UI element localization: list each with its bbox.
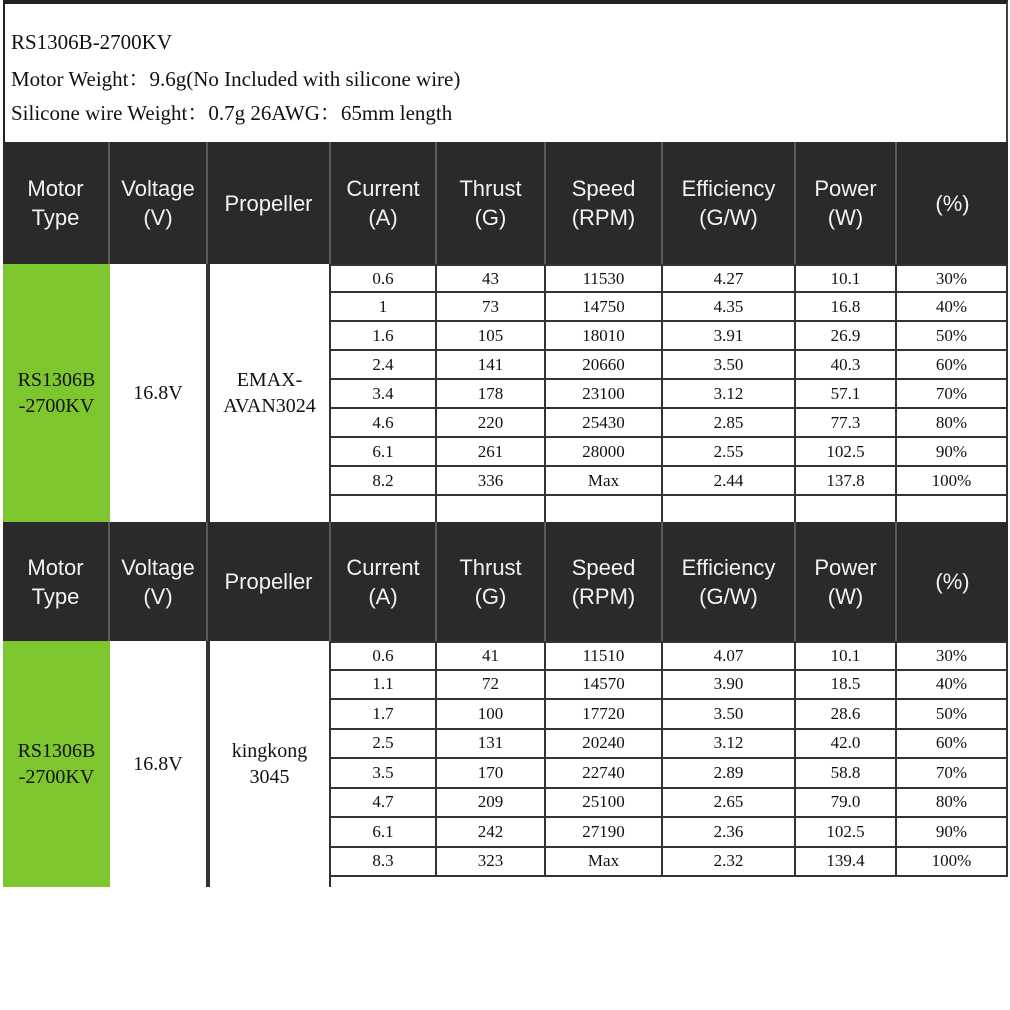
power-cell: 139.4 [796, 848, 897, 876]
efficiency-cell: 3.12 [663, 730, 796, 758]
table-row [331, 641, 1008, 671]
thrust-cell: 105 [437, 322, 546, 349]
table-row [331, 700, 1008, 730]
motor-type-label: RS1306B -2700KV [17, 369, 96, 417]
percent-cell: 100% [897, 848, 1008, 876]
current-cell: 2.4 [331, 351, 437, 378]
propeller-cell [208, 264, 331, 522]
power-cell: 102.5 [796, 438, 897, 465]
current-cell: 1.1 [331, 671, 437, 699]
thrust-cell: 170 [437, 759, 546, 787]
table-row [331, 759, 1008, 789]
voltage-label: 16.8V [133, 382, 183, 404]
speed-cell: 14750 [546, 293, 663, 320]
percent-cell: 30% [897, 643, 1008, 669]
header-speed: Speed (RPM) [546, 522, 663, 641]
power-cell: 79.0 [796, 789, 897, 817]
table-header [3, 142, 1008, 264]
header-percent: (%) [935, 569, 970, 594]
table-header [3, 522, 1008, 641]
empty-row [331, 496, 1008, 522]
percent-cell: 70% [897, 759, 1008, 787]
percent-cell: 70% [897, 380, 1008, 407]
percent-cell: 40% [897, 671, 1008, 699]
current-cell: 4.6 [331, 409, 437, 436]
power-cell: 10.1 [796, 643, 897, 669]
thrust-cell: 72 [437, 671, 546, 699]
percent-cell: 80% [897, 789, 1008, 817]
efficiency-cell: 4.35 [663, 293, 796, 320]
header-motor-type: Motor Type [3, 142, 110, 264]
efficiency-cell: 4.27 [663, 266, 796, 291]
table-row [331, 322, 1008, 351]
table-row [331, 293, 1008, 322]
table-row [331, 467, 1008, 496]
percent-cell: 40% [897, 293, 1008, 320]
speed-cell: 11510 [546, 643, 663, 669]
table-row [331, 789, 1008, 819]
current-cell: 1.6 [331, 322, 437, 349]
efficiency-cell: 2.89 [663, 759, 796, 787]
speed-cell: 25100 [546, 789, 663, 817]
speed-cell: Max [546, 467, 663, 494]
current-cell: 8.2 [331, 467, 437, 494]
table-row [331, 818, 1008, 848]
efficiency-cell: 2.36 [663, 818, 796, 846]
efficiency-cell: 3.50 [663, 351, 796, 378]
header-efficiency: Efficiency (G/W) [663, 142, 796, 264]
thrust-cell: 242 [437, 818, 546, 846]
power-cell: 10.1 [796, 266, 897, 291]
wire-weight-text: Silicone wire Weight：0.7g 26AWG：65mm length [11, 101, 453, 125]
data-rows [331, 264, 1008, 522]
voltage-label: 16.8V [133, 753, 183, 775]
header-current: Current (A) [331, 142, 437, 264]
header-speed: Speed (RPM) [546, 142, 663, 264]
percent-cell: 60% [897, 730, 1008, 758]
power-cell: 57.1 [796, 380, 897, 407]
percent-cell: 80% [897, 409, 1008, 436]
current-cell: 3.4 [331, 380, 437, 407]
current-cell: 0.6 [331, 266, 437, 291]
power-cell: 16.8 [796, 293, 897, 320]
motor-type-label: RS1306B -2700KV [17, 740, 96, 788]
speed-cell: 17720 [546, 700, 663, 728]
table-row [331, 438, 1008, 467]
power-cell: 102.5 [796, 818, 897, 846]
power-cell: 40.3 [796, 351, 897, 378]
table-row [331, 264, 1008, 293]
current-cell: 6.1 [331, 438, 437, 465]
header-voltage: Voltage (V) [110, 522, 208, 641]
header-percent: (%) [935, 190, 970, 216]
efficiency-cell: 4.07 [663, 643, 796, 669]
efficiency-cell: 2.55 [663, 438, 796, 465]
speed-cell: 22740 [546, 759, 663, 787]
thrust-cell: 73 [437, 293, 546, 320]
percent-cell: 60% [897, 351, 1008, 378]
header-current: Current (A) [331, 522, 437, 641]
speed-cell: 27190 [546, 818, 663, 846]
current-cell: 2.5 [331, 730, 437, 758]
power-cell: 42.0 [796, 730, 897, 758]
thrust-cell: 41 [437, 643, 546, 669]
speed-cell: 20660 [546, 351, 663, 378]
thrust-cell: 178 [437, 380, 546, 407]
power-cell: 137.8 [796, 467, 897, 494]
power-cell: 18.5 [796, 671, 897, 699]
header-power: Power (W) [796, 522, 897, 641]
table-row [331, 848, 1008, 878]
thrust-cell: 261 [437, 438, 546, 465]
header-efficiency: Efficiency (G/W) [663, 522, 796, 641]
percent-cell: 90% [897, 438, 1008, 465]
speed-cell: 25430 [546, 409, 663, 436]
header-propeller: Propeller [208, 522, 331, 641]
propeller-cell [208, 641, 331, 887]
motor-type-cell [3, 641, 110, 887]
table-body [3, 264, 1008, 522]
current-cell: 0.6 [331, 643, 437, 669]
empty-cell [331, 496, 437, 522]
table-row [331, 351, 1008, 380]
thrust-cell: 100 [437, 700, 546, 728]
empty-cell [796, 496, 897, 522]
current-cell: 1 [331, 293, 437, 320]
power-cell: 28.6 [796, 700, 897, 728]
header-thrust: Thrust (G) [437, 522, 546, 641]
speed-cell: 28000 [546, 438, 663, 465]
current-cell: 6.1 [331, 818, 437, 846]
current-cell: 1.7 [331, 700, 437, 728]
percent-cell: 30% [897, 266, 1008, 291]
empty-cell [663, 496, 796, 522]
current-cell: 8.3 [331, 848, 437, 876]
efficiency-cell: 2.65 [663, 789, 796, 817]
thrust-cell: 209 [437, 789, 546, 817]
thrust-cell: 220 [437, 409, 546, 436]
efficiency-cell: 2.85 [663, 409, 796, 436]
propeller-label: kingkong 3045 [231, 740, 308, 788]
header-propeller: Propeller [208, 142, 331, 264]
voltage-cell [110, 641, 208, 887]
speed-cell: 18010 [546, 322, 663, 349]
speed-cell: 14570 [546, 671, 663, 699]
motor-weight-text: Motor Weight：9.6g(No Included with silicone wire) [11, 67, 461, 91]
percent-cell: 100% [897, 467, 1008, 494]
table-row [331, 409, 1008, 438]
table-row [331, 730, 1008, 760]
speed-cell: 23100 [546, 380, 663, 407]
empty-cell [437, 496, 546, 522]
table-row [331, 380, 1008, 409]
header-motor-type: Motor Type [3, 522, 110, 641]
percent-cell: 50% [897, 700, 1008, 728]
efficiency-cell: 3.90 [663, 671, 796, 699]
power-cell: 58.8 [796, 759, 897, 787]
motor-model-title: RS1306B-2700KV [11, 30, 173, 54]
current-cell: 4.7 [331, 789, 437, 817]
propeller-label: EMAX- AVAN3024 [223, 369, 316, 417]
thrust-cell: 141 [437, 351, 546, 378]
efficiency-cell: 3.91 [663, 322, 796, 349]
power-cell: 77.3 [796, 409, 897, 436]
thrust-cell: 336 [437, 467, 546, 494]
efficiency-cell: 3.12 [663, 380, 796, 407]
table-row [331, 671, 1008, 701]
header-voltage: Voltage (V) [110, 142, 208, 264]
percent-cell: 50% [897, 322, 1008, 349]
header-thrust: Thrust (G) [437, 142, 546, 264]
speed-cell: 11530 [546, 266, 663, 291]
empty-cell [897, 496, 1008, 522]
current-cell: 3.5 [331, 759, 437, 787]
header-power: Power (W) [796, 142, 897, 264]
percent-cell: 90% [897, 818, 1008, 846]
table-body [3, 641, 1008, 887]
thrust-cell: 43 [437, 266, 546, 291]
thrust-cell: 323 [437, 848, 546, 876]
power-cell: 26.9 [796, 322, 897, 349]
motor-type-cell [3, 264, 110, 522]
efficiency-cell: 2.44 [663, 467, 796, 494]
empty-cell [546, 496, 663, 522]
speed-cell: 20240 [546, 730, 663, 758]
thrust-cell: 131 [437, 730, 546, 758]
voltage-cell [110, 264, 208, 522]
efficiency-cell: 3.50 [663, 700, 796, 728]
data-rows [331, 641, 1008, 877]
motor-info-box [3, 0, 1008, 142]
speed-cell: Max [546, 848, 663, 876]
efficiency-cell: 2.32 [663, 848, 796, 876]
